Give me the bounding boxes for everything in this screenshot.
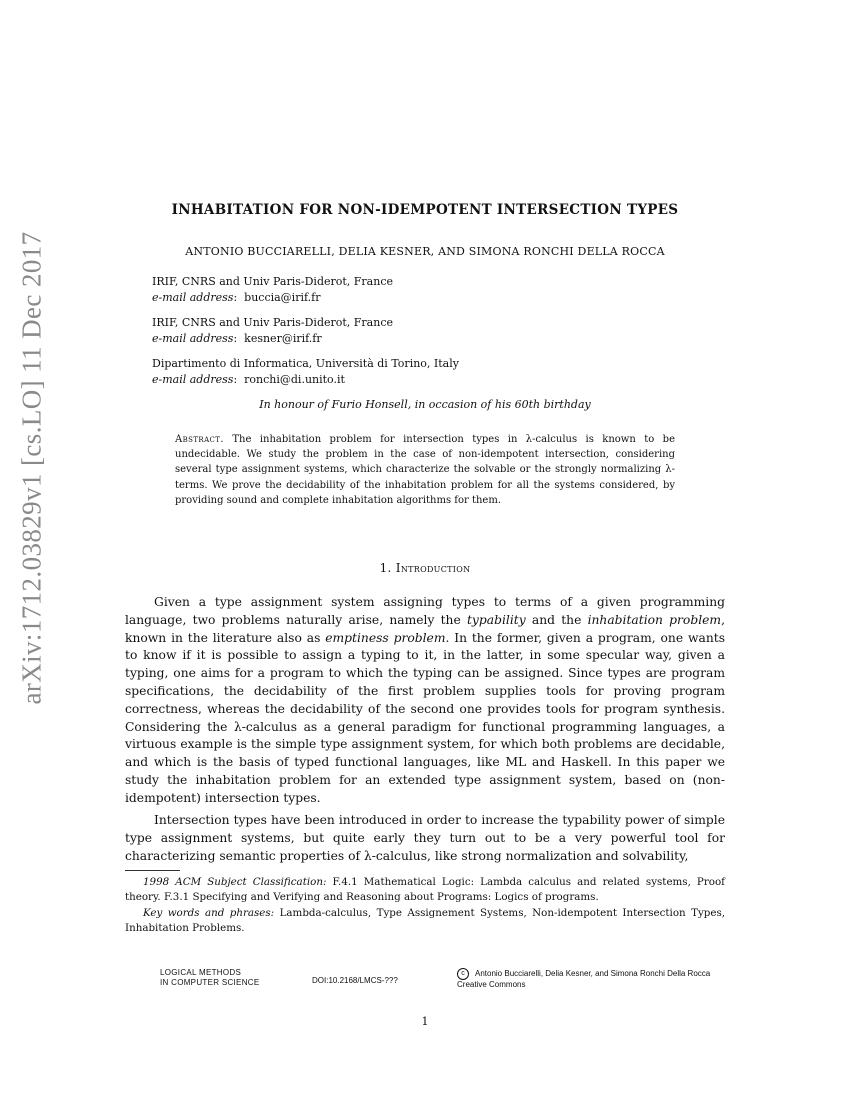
arxiv-stamp [0, 0, 64, 1100]
doi: DOI:10.2168/LMCS-??? [312, 976, 398, 985]
abstract [175, 432, 675, 508]
footnote-rule [125, 870, 180, 871]
email-address: kesner@irif.fr [244, 332, 322, 345]
text-run: and the [525, 612, 588, 627]
arxiv-id-label: arXiv:1712.03829v1 [cs.LO] 11 Dec 2017 [16, 231, 47, 705]
email-label: e-mail address [152, 332, 234, 345]
email-label: e-mail address [152, 373, 234, 386]
affiliation-email-line: e-mail address: buccia@irif.fr [152, 291, 321, 304]
affiliation-email-line: e-mail address: kesner@irif.fr [152, 332, 322, 345]
emphasis-typability: typability [466, 612, 526, 627]
affiliation-3 [152, 356, 459, 388]
journal-line-2: IN COMPUTER SCIENCE [160, 977, 260, 987]
dedication: In honour of Furio Honsell, in occasion of his 60th birthday [259, 398, 591, 411]
keywords-label: Key words and phrases: [143, 906, 275, 919]
acm-classification [125, 875, 725, 906]
intro-paragraph-2 [125, 812, 725, 865]
email-address: buccia@irif.fr [244, 291, 321, 304]
section-title: Introduction [395, 561, 471, 575]
email-label: e-mail address [152, 291, 234, 304]
section-heading [0, 561, 850, 575]
text-run: , known in the literature also as [125, 612, 725, 645]
copyright-notice [457, 968, 710, 990]
section-number: 1. [379, 561, 392, 575]
author-list: ANTONIO BUCCIARELLI, DELIA KESNER, AND SIMONA RONCHI DELLA ROCCA [185, 245, 665, 258]
paragraph-text: Intersection types have been introduced in order to increase the typability power of simple type assignment systems, but quite early they turn out to be a very powerful tool for characterizing semantic properties of λ-calculus, like strong normalization and solvability, [125, 813, 725, 863]
emphasis-inhabitation: inhabitation problem [587, 612, 722, 627]
abstract-label: Abstract. [175, 434, 224, 445]
email-address: ronchi@di.unito.it [244, 373, 345, 386]
emphasis-emptiness: emptiness problem [325, 630, 446, 645]
license: Creative Commons [457, 980, 526, 989]
affiliation-institution: Dipartimento di Informatica, Università di Torino, Italy [152, 357, 459, 370]
keywords-text: Lambda-calculus, Type Assignement Systems, Non-idempotent Intersection Types, Inhabitation Problems. [125, 906, 726, 934]
affiliation-institution: IRIF, CNRS and Univ Paris-Diderot, France [152, 275, 393, 288]
text-run: Given a type assignment system assigning types to terms of a given programming language, two problems naturally arise, namely the [125, 595, 725, 627]
abstract-text: The inhabitation problem for intersection types in λ-calculus is known to be undecidable. We study the problem in the case of non-idempotent intersection, considering several type assignment systems, which characterize the solvable or the strongly normalizing λ-terms. We prove the decidability of the inhabitation problem for all the systems considered, by providing sound and complete inhabitation algorithms for them. [175, 434, 675, 506]
copyright-icon: c [457, 968, 469, 980]
page-number: 1 [421, 1015, 429, 1028]
copyright-authors: Antonio Bucciarelli, Delia Kesner, and Simona Ronchi Della Rocca [475, 969, 711, 979]
affiliation-institution: IRIF, CNRS and Univ Paris-Diderot, France [152, 316, 393, 329]
intro-paragraph-1 [125, 594, 725, 808]
journal-name [160, 968, 260, 987]
acm-text: F.4.1 Mathematical Logic: Lambda calculus and related systems, Proof theory. F.3.1 Specifying and Verifying and Reasoning about Programs: Logics of programs. [125, 876, 725, 904]
affiliation-1 [152, 274, 393, 306]
keywords [125, 906, 725, 937]
affiliation-email-line: e-mail address: ronchi@di.unito.it [152, 373, 345, 386]
paper-title: INHABITATION FOR NON-IDEMPOTENT INTERSECTION TYPES [171, 202, 679, 218]
acm-label: 1998 ACM Subject Classification: [143, 876, 327, 888]
journal-line-1: LOGICAL METHODS [160, 968, 242, 977]
text-run: . In the former, given a program, one wants to know if it is possible to assign a typing to it, in the latter, in some specular way, given a typing, one aims for a program to which the typing can be assigned. Since types are program specifications, the decidability of the first problem supplies tools for proving program correctness, whereas the decidability of the second one provides tools for program synthesis. Considering the λ-calculus as a general paradigm for functional programming languages, a virtuous example is the simple type assignment system, for which both problems are decidable, and which is the basis of typed functional languages, like ML and Haskell. In this paper we study the inhabitation problem for an extended type assignment system, based on (non-idempotent) intersection types. [125, 630, 725, 805]
footnotes [125, 875, 725, 936]
affiliation-2 [152, 315, 393, 347]
